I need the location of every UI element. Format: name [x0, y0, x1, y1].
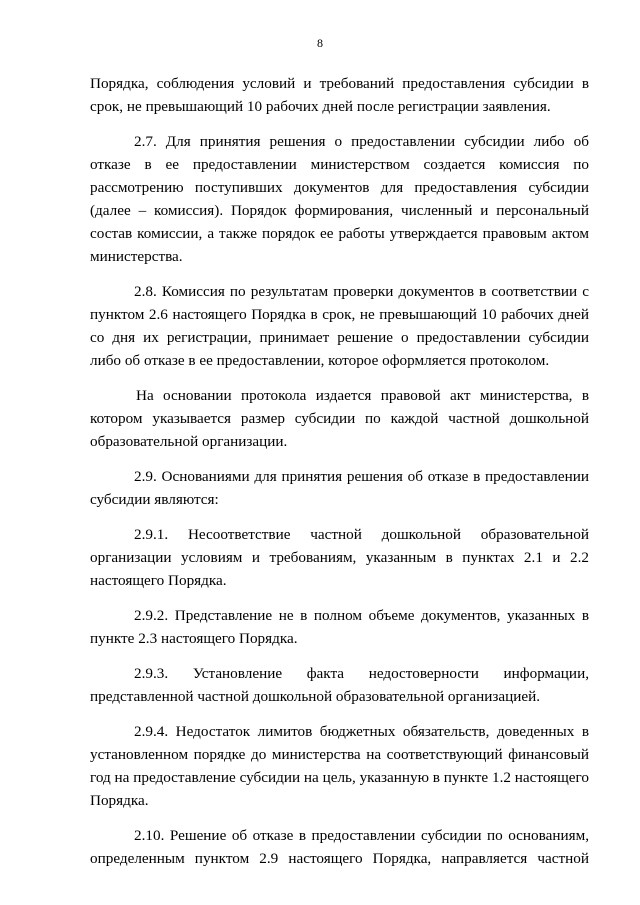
page-number: 8 — [317, 36, 323, 50]
document-body — [90, 72, 589, 870]
paragraph-protocol: На основании протокола издается правовой акт министерства, в котором указывается размер субсидии по каждой частной дошкольной образовательной организации. — [90, 387, 589, 450]
paragraph-2-9-2: 2.9.2. Представление не в полном объеме документов, указанных в пункте 2.3 настоящего Порядка. — [90, 607, 589, 647]
paragraph-2-9-1: 2.9.1. Несоответствие частной дошкольной образовательной организации условиям и требованиям, указанным в пунктах 2.1 и 2.2 настоящего Порядка. — [90, 526, 589, 589]
paragraph-2-9-4: 2.9.4. Недостаток лимитов бюджетных обязательств, доведенных в установленном порядке до министерства на соответствующий финансовый год на предоставление субсидии на цель, указанную в пункте 1.2 настоящего Порядка. — [90, 723, 589, 809]
paragraph-continuation: Порядка, соблюдения условий и требований предоставления субсидии в срок, не превышающий 10 рабочих дней после регистрации заявления. — [90, 75, 589, 115]
paragraph-2-9: 2.9. Основаниями для принятия решения об отказе в предоставлении субсидии являются: — [90, 468, 589, 508]
paragraph-2-7: 2.7. Для принятия решения о предоставлении субсидии либо об отказе в ее предоставлении министерством создается комиссия по рассмотрению поступивших документов для предоставления субсидии (далее – комиссия). Порядок формирования, численный и персональный состав комиссии, а также порядок ее работы утверждается правовым актом министерства. — [90, 133, 589, 265]
paragraph-2-9-3: 2.9.3. Установление факта недостоверности информации, представленной частной дошкольной образовательной организацией. — [90, 665, 589, 705]
paragraph-2-10: 2.10. Решение об отказе в предоставлении субсидии по основаниям, определенным пунктом 2.9 настоящего Порядка, направляется частной — [90, 827, 589, 867]
paragraph-2-8: 2.8. Комиссия по результатам проверки документов в соответствии с пунктом 2.6 настоящего Порядка в срок, не превышающий 10 рабочих дней со дня их регистрации, принимает решение о предоставлении субсидии либо об отказе в ее предоставлении, которое оформляется протоколом. — [90, 283, 589, 369]
